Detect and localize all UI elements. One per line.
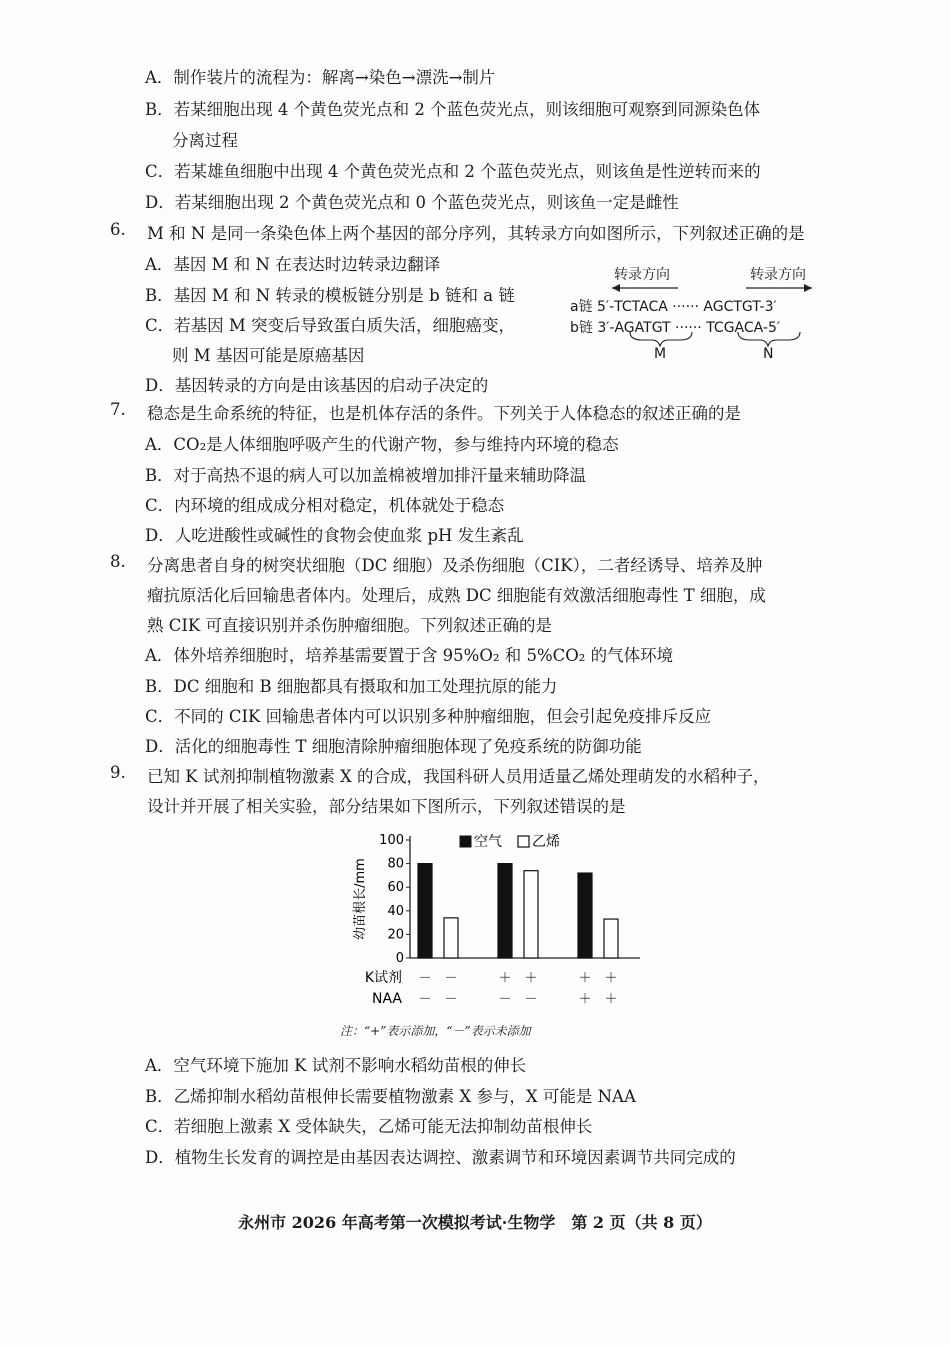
gene-n-label: N (763, 346, 774, 362)
q5-option-b-cont: 分离过程 (172, 131, 238, 150)
q9-option-b: B．乙烯抑制水稻幼苗根伸长需要植物激素 X 参与，X 可能是 NAA (145, 1087, 636, 1106)
page-footer: 永州市 2026 年高考第一次模拟考试·生物学 第 2 页（共 8 页） (238, 1213, 712, 1232)
q5-option-d: D．若某细胞出现 2 个黄色荧光点和 0 个蓝色荧光点，则该鱼一定是雌性 (145, 193, 679, 212)
y-tick-label: 20 (387, 927, 404, 943)
k-reagent-sign: ＋ (604, 971, 618, 986)
legend-label-air: 空气 (474, 834, 502, 850)
k-reagent-sign: － (444, 971, 458, 986)
naa-sign: ＋ (578, 992, 592, 1007)
row-label-naa: NAA (371, 991, 402, 1007)
q5-option-b: B．若某细胞出现 4 个黄色荧光点和 2 个蓝色荧光点，则该细胞可观察到同源染色体 (145, 100, 761, 119)
q8-number: 8. (110, 552, 126, 571)
q6-option-d: D．基因转录的方向是由该基因的启动子决定的 (145, 376, 489, 395)
q7-option-c: C．内环境的组成成分相对稳定，机体就处于稳态 (145, 496, 505, 515)
q8-option-a: A．体外培养细胞时，培养基需要置于含 95%O₂ 和 5%CO₂ 的气体环境 (145, 646, 674, 665)
legend-label-ethylene: 乙烯 (532, 834, 560, 850)
bar-ethylene (604, 919, 618, 958)
naa-sign: － (524, 992, 538, 1007)
y-tick-label: 60 (387, 880, 404, 896)
q8-stem-line3: 熟 CIK 可直接识别并杀伤肿瘤细胞。下列叙述正确的是 (147, 616, 552, 635)
q9-stem-line2: 设计并开展了相关实验，部分结果如下图所示，下列叙述错误的是 (147, 797, 626, 816)
q8-stem-line1: 分离患者自身的树突状细胞（DC 细胞）及杀伤细胞（CIK），二者经诱导、培养及肿 (147, 556, 763, 575)
y-tick-label: 100 (379, 833, 404, 848)
q9-option-d: D．植物生长发育的调控是由基因表达调控、激素调节和环境因素调节共同完成的 (145, 1148, 736, 1167)
y-tick-label: 0 (395, 951, 404, 966)
q6-number: 6. (110, 220, 126, 239)
q6-option-b: B．基因 M 和 N 转录的模板链分别是 b 链和 a 链 (145, 286, 515, 305)
legend-swatch-ethylene (518, 836, 529, 847)
bar-ethylene (444, 918, 458, 958)
bar-air (418, 864, 432, 958)
q9-option-c: C．若细胞上激素 X 受体缺失，乙烯可能无法抑制幼苗根伸长 (145, 1117, 593, 1136)
a-strand-sequence: a链 5′-TCTACA ······ AGCTGT-3′ (570, 299, 777, 315)
legend-swatch-air (460, 836, 471, 847)
k-reagent-sign: ＋ (578, 971, 592, 986)
q7-option-d: D．人吃进酸性或碱性的食物会使血浆 pH 发生紊乱 (145, 526, 524, 545)
bar-air (498, 864, 512, 958)
naa-sign: ＋ (604, 992, 618, 1007)
q5-option-c: C．若某雄鱼细胞中出现 4 个黄色荧光点和 2 个蓝色荧光点，则该鱼是性逆转而来的 (145, 162, 761, 181)
q9-stem-line1: 已知 K 试剂抑制植物激素 X 的合成，我国科研人员用适量乙烯处理萌发的水稻种子， (147, 767, 770, 786)
bar-ethylene (524, 871, 538, 958)
q8-option-d: D．活化的细胞毒性 T 细胞清除肿瘤细胞体现了免疫系统的防御功能 (145, 737, 642, 756)
q8-stem-line2: 瘤抗原活化后回输患者体内。处理后，成熟 DC 细胞能有效激活细胞毒性 T 细胞，成 (147, 586, 766, 605)
y-tick-label: 80 (387, 856, 404, 872)
root-length-chart (340, 826, 660, 1016)
q7-number: 7. (110, 400, 126, 419)
b-strand-sequence: b链 3′-AGATGT ······ TCGACA-5′ (570, 320, 781, 336)
q7-option-a: A．CO₂是人体细胞呼吸产生的代谢产物，参与维持内环境的稳态 (145, 435, 619, 454)
row-label-k-reagent: K试剂 (364, 970, 402, 986)
q9-option-a: A．空气环境下施加 K 试剂不影响水稻幼苗根的伸长 (145, 1056, 527, 1075)
chart-note: 注：“+”表示添加，“－”表示未添加 (340, 1024, 531, 1038)
gene-m-label: M (654, 346, 667, 362)
naa-sign: － (498, 992, 512, 1007)
q7-option-b: B．对于高热不退的病人可以加盖棉被增加排汗量来辅助降温 (145, 466, 587, 485)
transcription-direction-label-right: 转录方向 (750, 267, 806, 283)
q7-stem: 稳态是生命系统的特征，也是机体存活的条件。下列关于人体稳态的叙述正确的是 (147, 404, 741, 423)
k-reagent-sign: ＋ (524, 971, 538, 986)
q6-option-a: A．基因 M 和 N 在表达时边转录边翻译 (145, 255, 441, 274)
transcription-direction-label-left: 转录方向 (614, 267, 670, 283)
y-tick-label: 40 (387, 903, 404, 919)
q6-stem: M 和 N 是同一条染色体上两个基因的部分序列，其转录方向如图所示，下列叙述正确的是 (147, 224, 805, 243)
k-reagent-sign: － (418, 971, 432, 986)
q8-option-c: C．不同的 CIK 回输患者体内可以识别多种肿瘤细胞，但会引起免疫排斥反应 (145, 707, 712, 726)
q8-option-b: B．DC 细胞和 B 细胞都具有摄取和加工处理抗原的能力 (145, 677, 558, 696)
naa-sign: － (418, 992, 432, 1007)
q6-option-c: C．若基因 M 突变后导致蛋白质失活，细胞癌变， (145, 316, 516, 335)
q6-option-c-cont: 则 M 基因可能是原癌基因 (172, 346, 365, 365)
q9-number: 9. (110, 763, 126, 782)
k-reagent-sign: ＋ (498, 971, 512, 986)
y-axis-label: 幼苗根长/mm (353, 858, 368, 940)
bar-air (578, 873, 592, 958)
naa-sign: － (444, 992, 458, 1007)
q5-option-a: A．制作装片的流程为：解离→染色→漂洗→制片 (145, 68, 496, 87)
